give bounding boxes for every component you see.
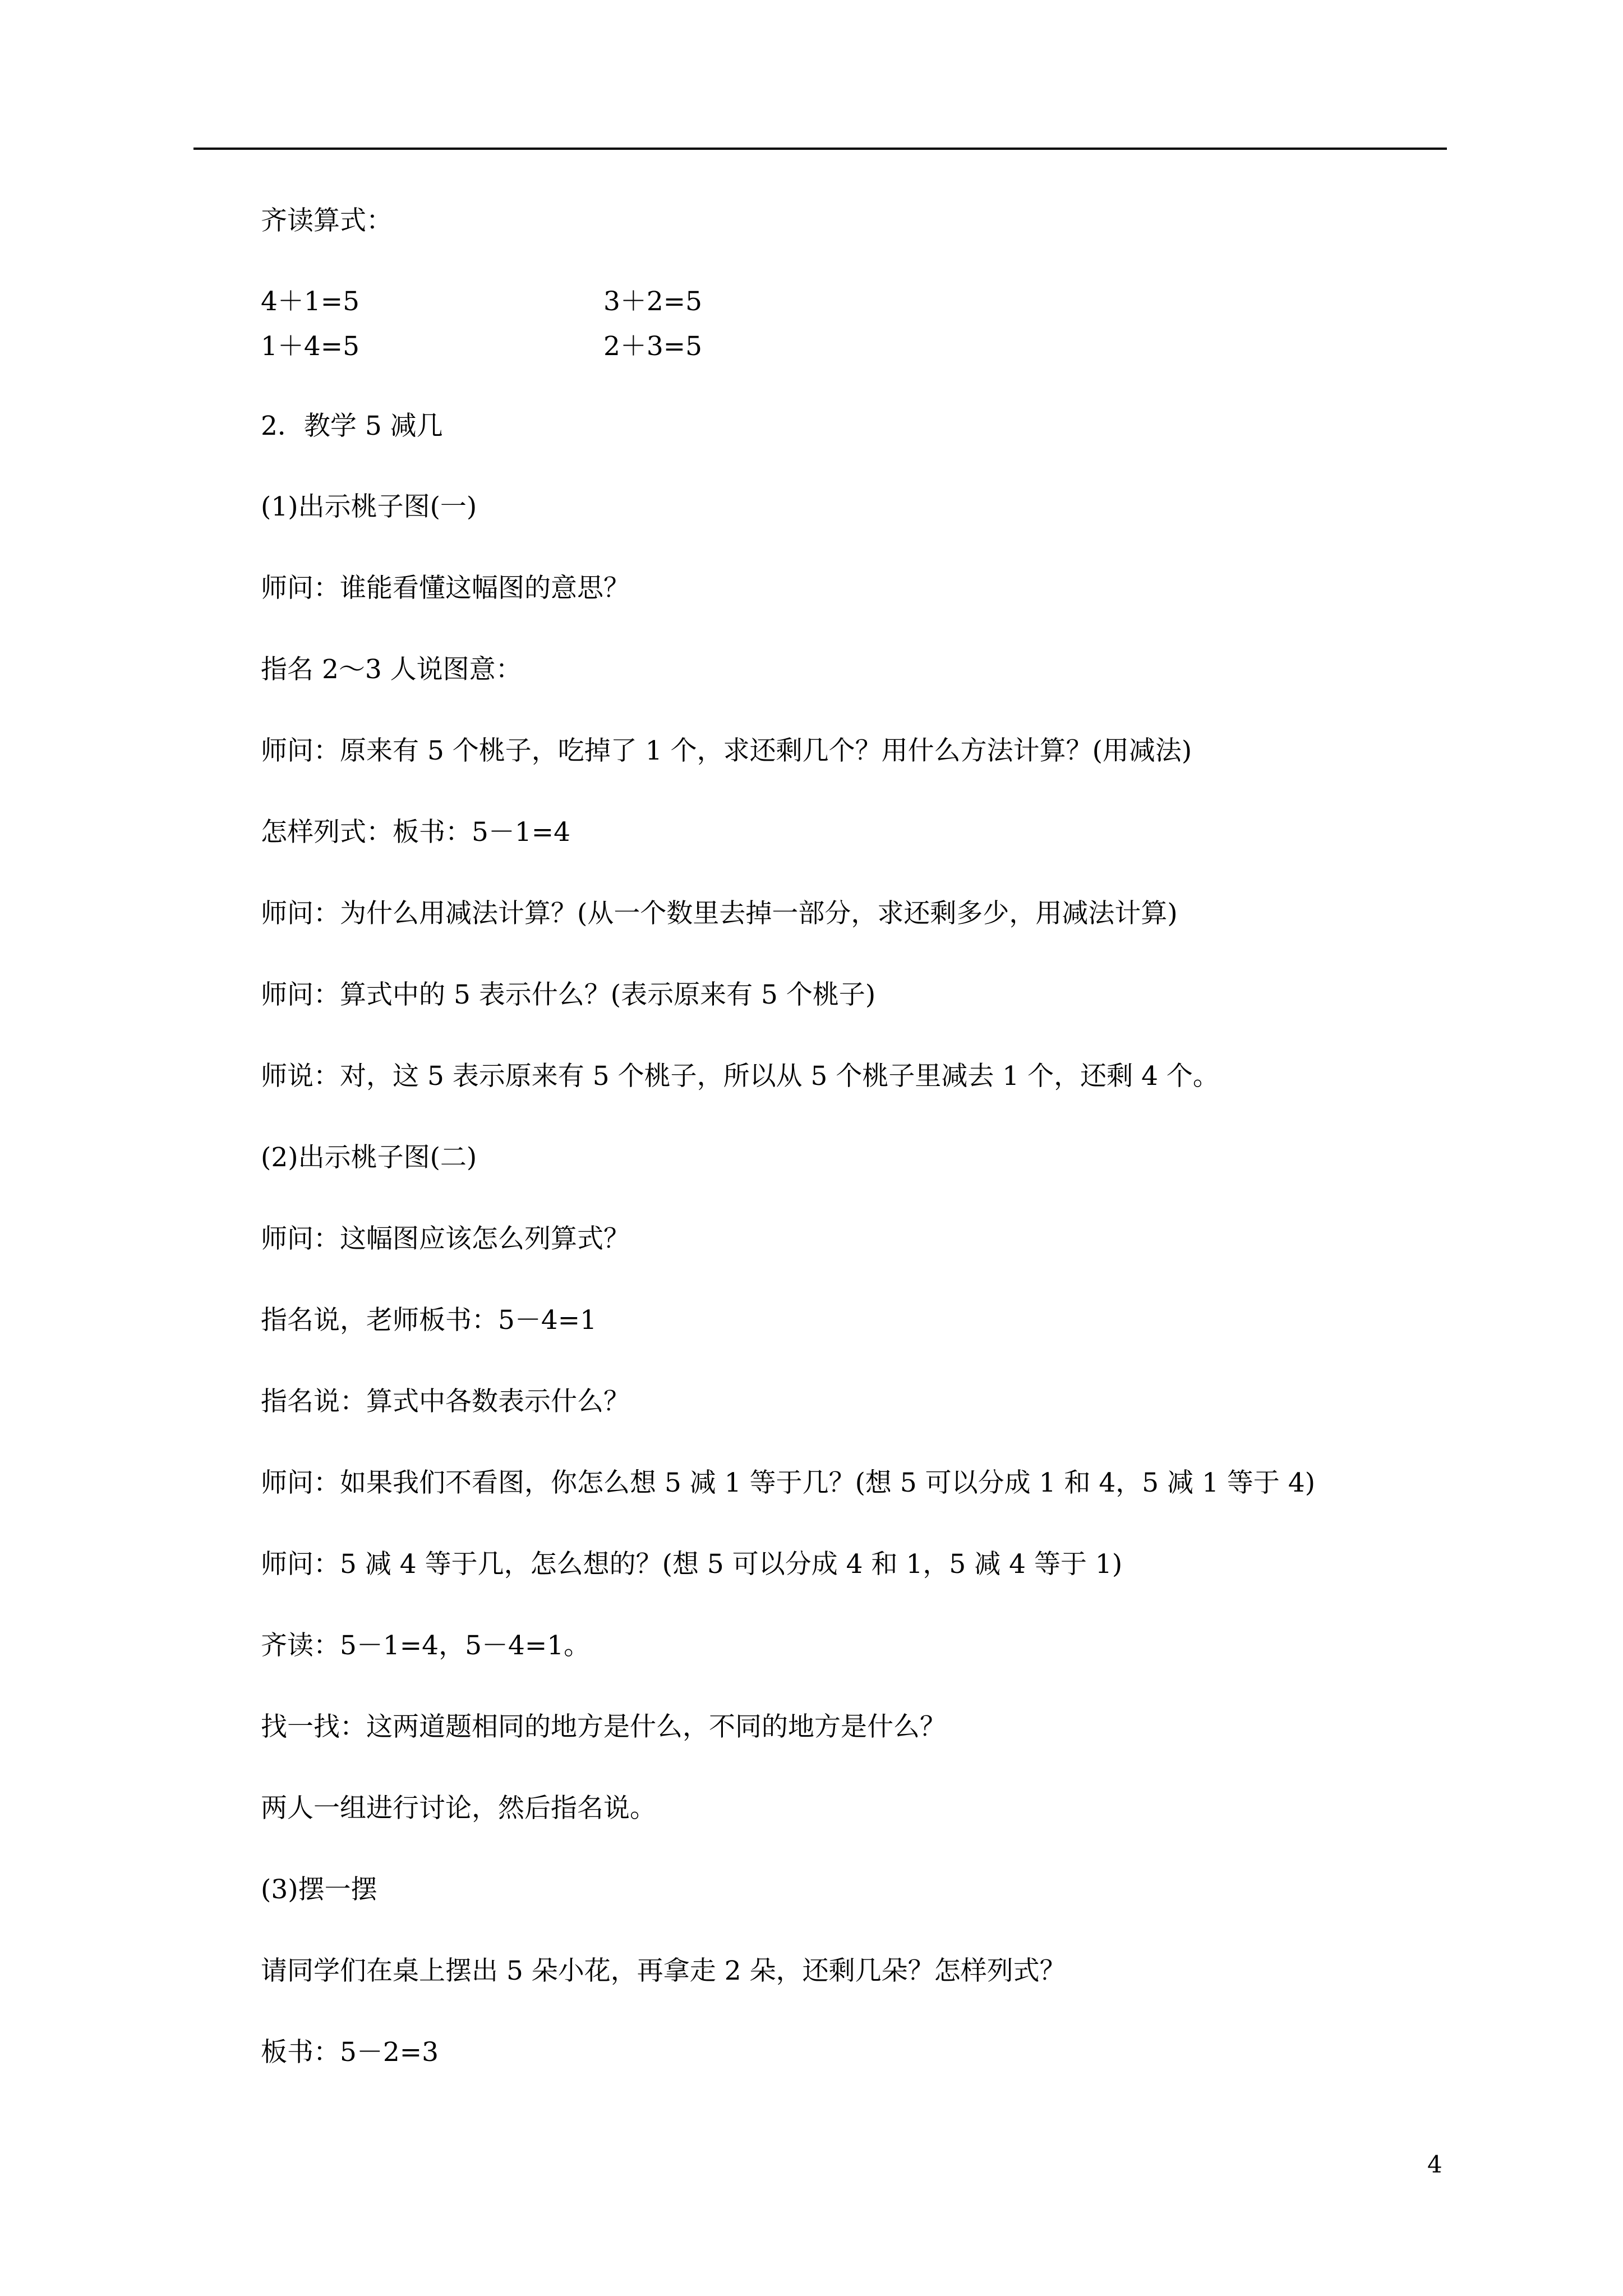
equation: 3＋2=5: [603, 286, 703, 317]
paragraph: 找一找：这两道题相同的地方是什么，不同的地方是什么？: [261, 1711, 946, 1742]
paragraph: 怎样列式：板书：5－1=4: [261, 817, 571, 848]
paragraph: 板书：5－2=3: [261, 2037, 439, 2068]
section-heading: 2．教学 5 减几: [261, 411, 443, 441]
equation: 1＋4=5: [261, 331, 360, 362]
paragraph: 师问：为什么用减法计算？(从一个数里去掉一部分，求还剩多少，用减法计算): [261, 898, 1178, 929]
paragraph: 指名说：算式中各数表示什么？: [261, 1386, 630, 1417]
paragraph: 请同学们在桌上摆出 5 朵小花，再拿走 2 朵，还剩几朵？怎样列式？: [261, 1955, 1066, 1986]
paragraph: 师问：如果我们不看图，你怎么想 5 减 1 等于几？(想 5 可以分成 1 和 4，5 减 1 等于 4): [261, 1467, 1316, 1498]
page-number: 4: [1427, 2151, 1442, 2178]
paragraph: 指名说，老师板书：5－4=1: [261, 1305, 597, 1336]
subsection-heading: (1)出示桃子图(一): [261, 491, 477, 522]
equation: 4＋1=5: [261, 286, 360, 317]
subsection-heading: (2)出示桃子图(二): [261, 1142, 477, 1173]
paragraph: 师问：5 减 4 等于几，怎么想的？(想 5 可以分成 4 和 1，5 减 4 等于 1): [261, 1549, 1123, 1580]
paragraph: 师问：原来有 5 个桃子，吃掉了 1 个，求还剩几个？用什么方法计算？(用减法): [261, 735, 1192, 766]
paragraph: 师问：谁能看懂这幅图的意思？: [261, 573, 630, 604]
header-rule: [193, 148, 1447, 150]
paragraph: 师问：这幅图应该怎么列算式？: [261, 1223, 630, 1254]
paragraph: 师说：对，这 5 表示原来有 5 个桃子，所以从 5 个桃子里减去 1 个，还剩 4 个。: [261, 1061, 1219, 1092]
equation: 2＋3=5: [603, 331, 703, 362]
subsection-heading: (3)摆一摆: [261, 1874, 377, 1905]
paragraph: 指名 2～3 人说图意：: [261, 654, 522, 685]
section-intro: 齐读算式：: [261, 205, 393, 236]
paragraph: 两人一组进行讨论，然后指名说。: [261, 1793, 656, 1824]
paragraph: 齐读：5－1=4，5－4=1。: [261, 1630, 591, 1661]
paragraph: 师问：算式中的 5 表示什么？(表示原来有 5 个桃子): [261, 979, 876, 1010]
